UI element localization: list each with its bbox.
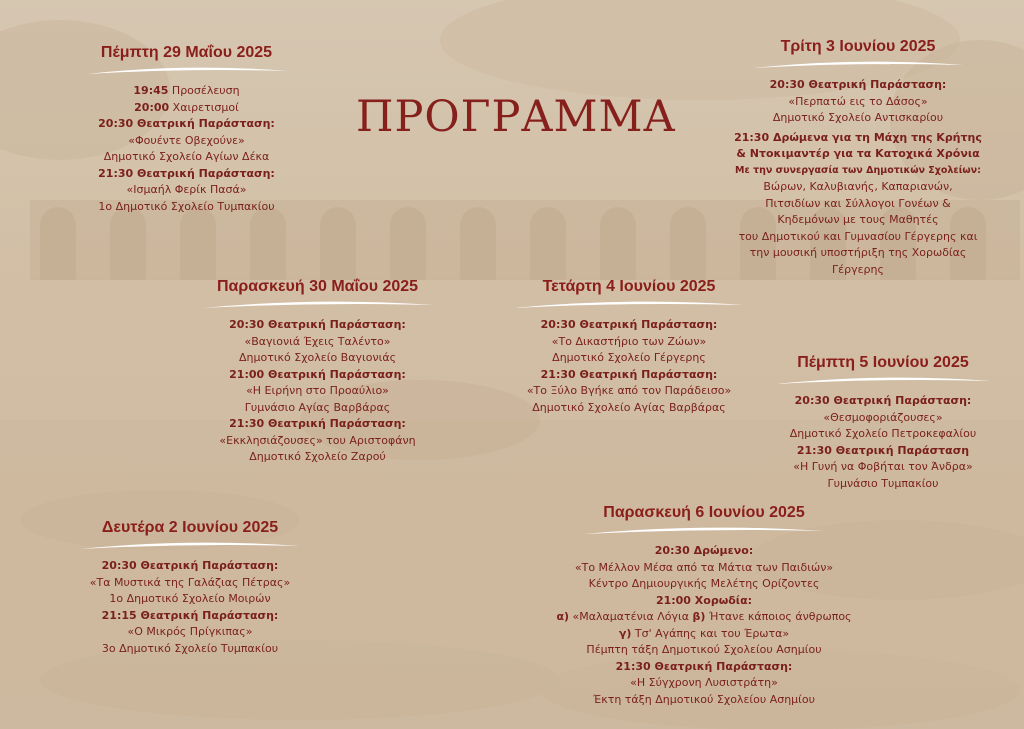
schedule-line: Γυμνάσιο Αγίας Βαρβάρας (244, 400, 391, 414)
schedule-line: Πέμπτη τάξη Δημοτικού Σχολείου Ασημίου (586, 643, 822, 656)
day-heading: Πέμπτη 29 Μαΐου 2025 (100, 44, 273, 61)
schedule-line: 21:30 Θεατρική Παράσταση (796, 443, 970, 457)
day-heading: Τρίτη 3 Ιουνίου 2025 (780, 38, 936, 55)
schedule-line: 20:30 Δρώμενο: (654, 544, 754, 557)
day-heading: Δευτέρα 2 Ιουνίου 2025 (101, 519, 279, 536)
schedule-line: 20:30 Θεατρική Παράσταση: (769, 78, 947, 91)
day-block-thu29 (80, 43, 293, 215)
schedule-line: «Η Ειρήνη στο Προαύλιο» (246, 384, 389, 397)
day-block-wed4 (505, 277, 753, 416)
schedule-line: Με την συνεργασία των Δημοτικών Σχολείων: (735, 164, 981, 176)
schedule-line: «Το Μέλλον Μέσα από τα Μάτια των Παιδιών» (574, 560, 834, 574)
day-heading: Τετάρτη 4 Ιουνίου 2025 (542, 278, 716, 295)
schedule-line: 21:30 Θεατρική Παράσταση: (540, 367, 718, 381)
day-heading: Παρασκευή 6 Ιουνίου 2025 (603, 504, 805, 521)
schedule-line: 21:15 Θεατρική Παράσταση: (101, 608, 279, 622)
schedule-line: 20:30 Θεατρική Παράσταση: (101, 559, 279, 572)
divider-swoosh (514, 299, 744, 311)
schedule-line: Δημοτικό Σχολείο Πετροκεφαλίου (789, 427, 977, 440)
divider-swoosh (203, 299, 433, 311)
divider-swoosh (80, 540, 300, 552)
schedule-line: 21:00 Θεατρική Παράσταση: (229, 367, 406, 381)
schedule-line: «Η Σύγχρονη Λυσιστράτη» (630, 676, 778, 689)
divider-swoosh (87, 65, 287, 77)
schedule-line: Βώρων, Καλυβιανής, Καπαριανών, (763, 180, 953, 193)
schedule-line: 20:30 Θεατρική Παράσταση: (794, 394, 972, 407)
schedule-line: «Ισμαήλ Φερίκ Πασά» (126, 183, 247, 196)
day-block-thu5 (772, 353, 994, 492)
page-title: ΠΡΟΓΡΑΜΜΑ (356, 92, 676, 142)
day-block-fri30 (195, 277, 440, 466)
day-heading: Παρασκευή 30 Μαΐου 2025 (216, 278, 419, 295)
schedule-line: Δημοτικό Σχολείο Γέργερης (552, 351, 706, 364)
day-heading: Πέμπτη 5 Ιουνίου 2025 (797, 354, 969, 371)
divider-swoosh (753, 59, 963, 71)
schedule-line: 20:00 Χαιρετισμοί (134, 100, 239, 114)
divider-swoosh (584, 525, 824, 537)
schedule-line: Δημοτικό Σχολείο Αντισκαρίου (772, 111, 944, 124)
day-block-fri6 (540, 503, 868, 708)
schedule-line: 21:00 Χορωδία: (655, 593, 753, 607)
schedule-line: 3ο Δημοτικό Σχολείο Τυμπακίου (101, 641, 279, 655)
schedule-line: 19:45 Προσέλευση (133, 84, 240, 97)
schedule-line: την μουσική υποστήριξη της Χορωδίας (749, 246, 967, 259)
schedule-line: 21:30 Θεατρική Παράσταση: (98, 166, 275, 180)
schedule-line: α) «Μαλαματένια Λόγια β) Ήτανε κάποιος άνθρωπος (556, 610, 852, 623)
schedule-line: γ) Τσ' Αγάπης και του Έρωτα» (618, 626, 790, 640)
schedule-line: Γέργερης (832, 262, 884, 276)
schedule-line: Δημοτικό Σχολείο Βαγιονιάς (238, 351, 397, 364)
schedule-line: & Ντοκιμαντέρ για τα Κατοχικά Χρόνια (736, 147, 980, 160)
schedule-line: «Το Ξύλο Βγήκε από τον Παράδεισο» (526, 384, 732, 397)
day-block-tue3 (722, 37, 994, 278)
schedule-line: Δημοτικό Σχολείο Αγίων Δέκα (103, 150, 270, 163)
schedule-line: Κηδεμόνων με τους Μαθητές (777, 213, 939, 226)
schedule-line: 1ο Δημοτικό Σχολείο Τυμπακίου (98, 199, 275, 213)
schedule-line: «Εκκλησιάζουσες» του Αριστοφάνη (219, 433, 416, 447)
schedule-line: του Δημοτικού και Γυμνασίου Γέργερης και (738, 229, 978, 243)
schedule-line: «Ο Μικρός Πρίγκιπας» (127, 625, 253, 638)
day-block-mon2 (75, 518, 305, 657)
schedule-line: 21:30 Θεατρική Παράσταση: (229, 417, 406, 430)
schedule-line: 20:30 Θεατρική Παράσταση: (229, 318, 406, 331)
schedule-line: 20:30 Θεατρική Παράσταση: (98, 117, 275, 130)
schedule-line: «Βαγιονιά Έχεις Ταλέντο» (244, 334, 391, 348)
schedule-line: «Περπατώ εις το Δάσος» (788, 94, 928, 108)
schedule-line: «Τα Μυστικά της Γαλάζιας Πέτρας» (89, 575, 291, 589)
divider-swoosh (776, 375, 991, 387)
schedule-line: 20:30 Θεατρική Παράσταση: (540, 318, 718, 331)
schedule-line: Δημοτικό Σχολείο Ζαρού (249, 450, 386, 463)
schedule-line: «Η Γυνή να Φοβήται τον Άνδρα» (793, 460, 973, 473)
schedule-line: Πιτσιδίων και Σύλλογοι Γονέων & (765, 196, 951, 210)
schedule-line: «Θεσμοφοριάζουσες» (823, 410, 943, 424)
schedule-line: 21:30 Δρώμενα για τη Μάχη της Κρήτης (734, 130, 982, 144)
schedule-line: 1ο Δημοτικό Σχολείο Μοιρών (109, 592, 271, 605)
schedule-line: 21:30 Θεατρική Παράσταση: (615, 659, 793, 673)
schedule-line: Γυμνάσιο Τυμπακίου (827, 476, 939, 490)
schedule-line: Δημοτικό Σχολείο Αγίας Βαρβάρας (532, 400, 726, 414)
schedule-line: Έκτη τάξη Δημοτικού Σχολείου Ασημίου (593, 692, 815, 706)
schedule-line: Κέντρο Δημιουργικής Μελέτης Ορίζοντες (588, 577, 820, 590)
schedule-line: «Φουέντε Οβεχούνε» (128, 133, 245, 147)
schedule-line: «Το Δικαστήριο των Ζώων» (551, 334, 707, 348)
